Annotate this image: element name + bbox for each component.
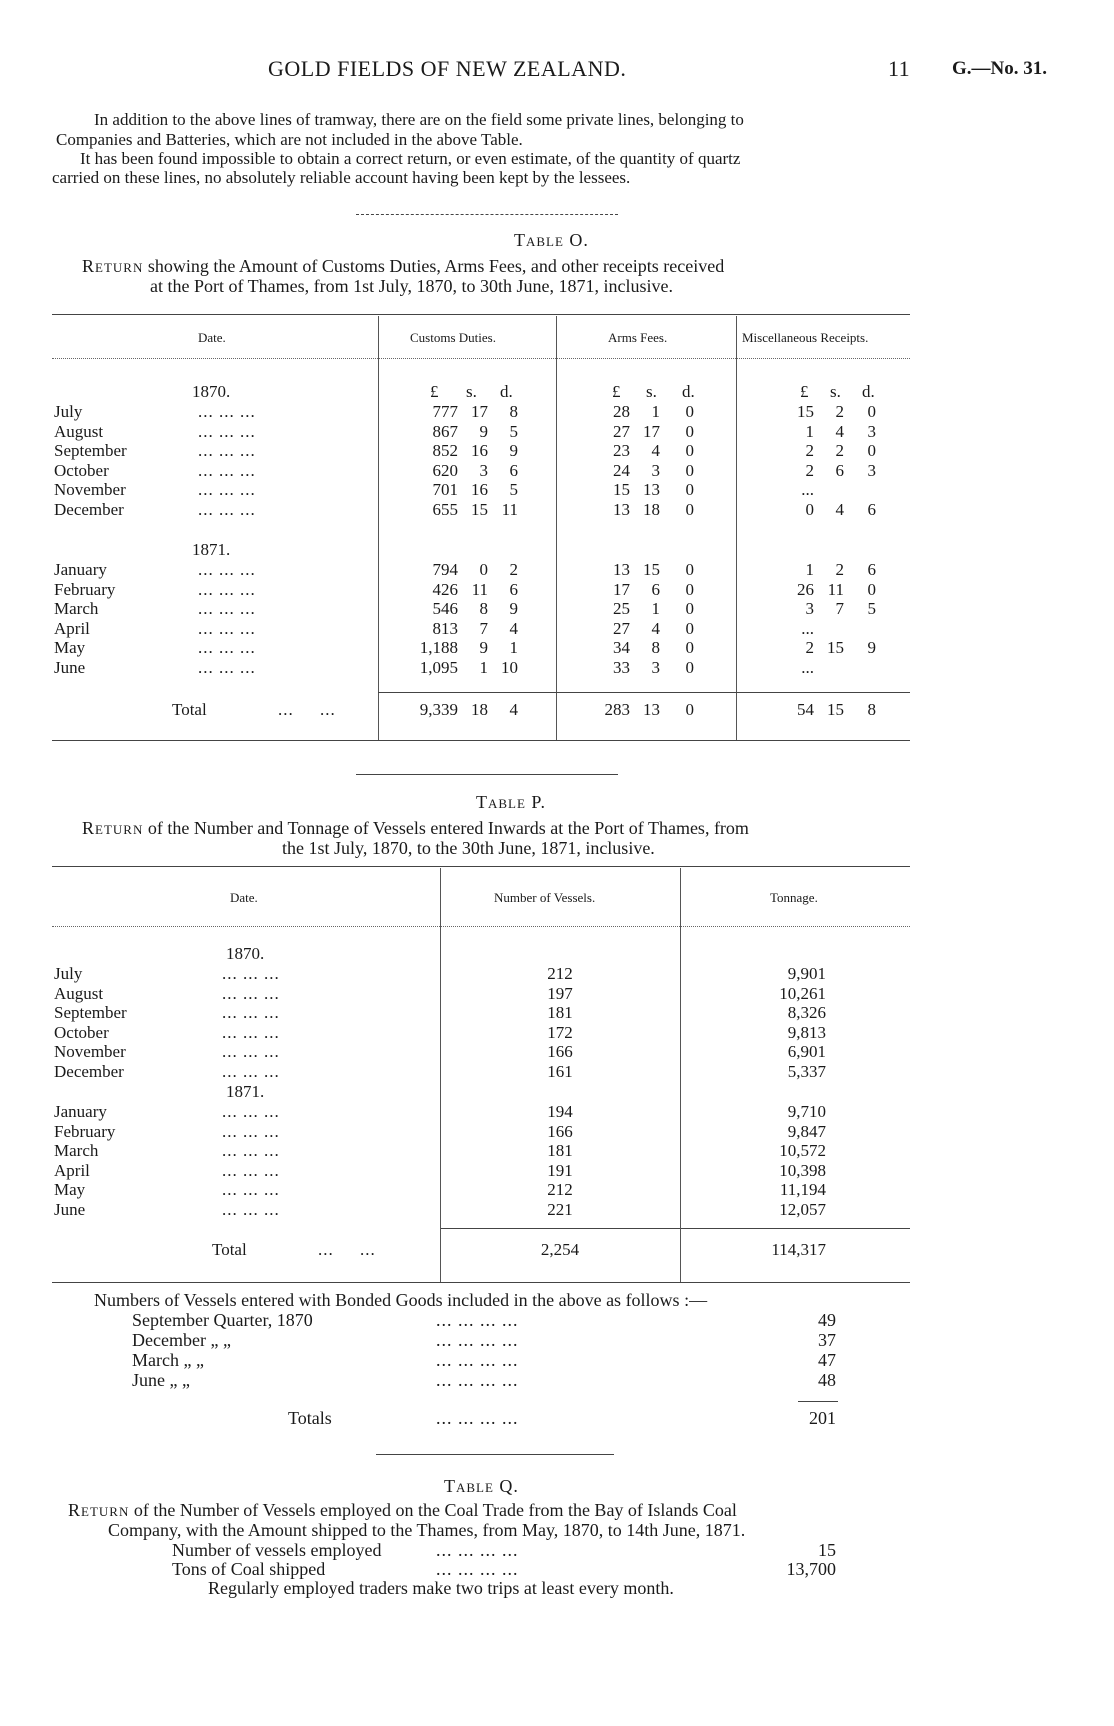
arms-shillings: 18: [643, 500, 660, 519]
arms-shillings: 6: [651, 579, 660, 599]
row-leader: ... ... ...: [198, 560, 256, 579]
customs-shillings: 9: [479, 638, 488, 658]
arms-pounds: 23: [613, 441, 630, 461]
vessel-count: 166: [547, 1042, 573, 1062]
customs-shillings: 15: [471, 500, 488, 519]
q-row-value: 15: [818, 1540, 836, 1560]
bonded-row-value: 37: [818, 1330, 836, 1350]
table-row-month: August: [54, 421, 104, 441]
customs-pounds: 1,095: [419, 658, 458, 677]
tonnage-value: 9,710: [787, 1102, 826, 1121]
misc-pence: 6: [867, 560, 876, 579]
misc-pounds: ...: [801, 480, 814, 500]
table-rule: [52, 358, 910, 359]
table-row-month: November: [54, 1042, 126, 1062]
misc-pounds: 15: [797, 402, 814, 421]
arms-pence: 0: [685, 402, 694, 421]
customs-pounds: 620: [432, 460, 458, 480]
tonnage-value: 10,261: [779, 983, 826, 1003]
section-divider: [376, 1454, 614, 1455]
total-customs-shillings: 18: [471, 700, 488, 719]
table-caption: Table Q.: [444, 1476, 519, 1496]
tonnage-value: 6,901: [787, 1042, 826, 1062]
customs-pence: 10: [501, 658, 518, 677]
arms-pounds: 24: [613, 460, 630, 480]
arms-pence: 0: [685, 560, 694, 579]
column-rule: [440, 868, 441, 1282]
table-rule: [52, 1282, 910, 1283]
section-divider: [356, 774, 618, 775]
table-title: [82, 818, 749, 838]
intro-line: carried on these lines, no absolutely reliable account having been kept by the lessees.: [52, 168, 631, 187]
row-leader: ... ... ...: [222, 1121, 280, 1141]
misc-shillings: 7: [835, 599, 844, 619]
arms-pence: 0: [685, 421, 694, 441]
row-leader: ... ... ...: [198, 658, 256, 677]
arms-pounds: 27: [613, 618, 630, 638]
section-divider: [356, 214, 618, 215]
total-arms-pence: 0: [685, 700, 694, 719]
row-leader: ... ... ...: [222, 1022, 280, 1042]
row-leader: ... ... ...: [198, 618, 256, 638]
row-leader: ... ... ...: [222, 964, 280, 983]
table-title: [82, 256, 724, 276]
column-header-arms: Arms Fees.: [608, 330, 668, 345]
row-leader: ... ... ...: [198, 638, 256, 658]
row-leader: ... ... ...: [198, 599, 256, 619]
table-row-month: October: [54, 460, 109, 480]
table-row-month: August: [54, 983, 104, 1003]
table-title-line2: at the Port of Thames, from 1st July, 1870, to 30th June, 1871, inclusive.: [150, 276, 673, 296]
row-leader: ... ... ...: [198, 480, 256, 500]
page-title: GOLD FIELDS OF NEW ZEALAND.: [268, 56, 627, 81]
misc-pounds: ...: [801, 618, 814, 638]
misc-pence: 5: [867, 599, 876, 619]
customs-pounds: 655: [432, 500, 458, 519]
table-row-month: April: [54, 1160, 90, 1180]
vessel-count: 191: [547, 1160, 573, 1180]
row-leader: ... ... ...: [222, 1160, 280, 1180]
arms-pence: 0: [685, 618, 694, 638]
customs-shillings: 1: [479, 658, 488, 677]
arms-pounds: 17: [613, 579, 630, 599]
vessel-count: 197: [547, 983, 573, 1003]
tonnage-value: 5,337: [787, 1062, 826, 1081]
arms-pence: 0: [685, 579, 694, 599]
table-row-month: April: [54, 618, 90, 638]
total-customs-pounds: 9,339: [419, 700, 458, 719]
bonded-row-value: 49: [818, 1310, 836, 1330]
misc-pounds: 2: [805, 638, 814, 658]
customs-pence: 8: [509, 402, 518, 421]
misc-shillings: 4: [835, 421, 844, 441]
q-row-value: 13,700: [786, 1559, 836, 1579]
table-row-month: January: [54, 560, 107, 579]
total-misc-pounds: 54: [797, 700, 814, 719]
vessel-count: 221: [547, 1200, 573, 1219]
row-leader: ... ...: [318, 1240, 376, 1259]
customs-shillings: 0: [479, 560, 488, 579]
misc-pence: 9: [867, 638, 876, 658]
vessel-count: 161: [547, 1062, 573, 1081]
total-label: Total: [212, 1240, 247, 1259]
page-number: 11: [888, 56, 911, 81]
customs-shillings: 11: [471, 579, 488, 599]
vessel-count: 194: [547, 1102, 573, 1121]
row-leader: ... ... ...: [198, 441, 256, 461]
row-leader: ... ... ... ...: [436, 1408, 519, 1428]
table-title-line2: the 1st July, 1870, to the 30th June, 1871, inclusive.: [282, 838, 655, 858]
table-title-line2: Company, with the Amount shipped to the Thames, from May, 1870, to 14th June, 1871.: [108, 1520, 746, 1540]
total-vessels: 2,254: [540, 1240, 580, 1259]
arms-pence: 0: [685, 638, 694, 658]
table-title-text: of the Number of Vessels employed on the Coal Trade from the Bay of Islands Coal: [129, 1500, 737, 1520]
row-leader: ... ... ...: [222, 1180, 280, 1200]
misc-pence: 3: [867, 460, 876, 480]
unit-header: £: [612, 382, 621, 401]
row-leader: ... ... ...: [198, 402, 256, 421]
arms-pounds: 13: [613, 560, 630, 579]
customs-pence: 6: [509, 579, 518, 599]
misc-pence: 6: [867, 500, 876, 519]
misc-shillings: 2: [835, 402, 844, 421]
year-label: 1870.: [226, 944, 265, 963]
tonnage-value: 11,194: [779, 1180, 826, 1200]
misc-pounds: 1: [805, 421, 814, 441]
column-rule: [556, 316, 557, 740]
misc-pounds: 2: [805, 460, 814, 480]
row-leader: ... ... ... ...: [436, 1559, 519, 1579]
misc-shillings: 15: [827, 638, 844, 658]
unit-header: d.: [500, 382, 513, 401]
column-header-date: Date.: [230, 890, 258, 905]
customs-pounds: 546: [432, 599, 458, 619]
table-title-lead: Return: [68, 1500, 130, 1520]
arms-shillings: 3: [651, 658, 660, 677]
table-title-lead: Return: [82, 818, 144, 838]
customs-pounds: 813: [432, 618, 458, 638]
unit-header: s.: [646, 382, 657, 401]
arms-pence: 0: [685, 658, 694, 677]
bonded-totals-value: 201: [809, 1408, 836, 1428]
column-header-tonnage: Tonnage.: [770, 890, 818, 905]
vessel-count: 181: [547, 1003, 573, 1023]
bonded-row-value: 48: [818, 1370, 836, 1390]
row-leader: ... ... ... ...: [436, 1350, 519, 1370]
misc-pounds: 26: [797, 579, 814, 599]
row-leader: ... ... ...: [198, 500, 256, 519]
row-leader: ... ... ...: [222, 1003, 280, 1023]
customs-pounds: 794: [432, 560, 458, 579]
misc-pence: 3: [867, 421, 876, 441]
intro-line: Companies and Batteries, which are not included in the above Table.: [56, 130, 523, 149]
column-header-date: Date.: [198, 330, 226, 345]
arms-pence: 0: [685, 500, 694, 519]
table-row-month: July: [54, 402, 83, 421]
misc-pounds: ...: [801, 658, 814, 677]
table-row-month: March: [54, 1141, 99, 1161]
row-leader: ... ... ...: [222, 983, 280, 1003]
table-row-month: February: [54, 579, 116, 599]
arms-pounds: 28: [613, 402, 630, 421]
row-leader: ... ... ...: [222, 1141, 280, 1161]
column-rule: [680, 868, 681, 1282]
arms-pounds: 13: [613, 500, 630, 519]
misc-shillings: 2: [835, 560, 844, 579]
column-rule: [378, 316, 379, 740]
unit-header: s.: [830, 382, 841, 401]
year-label: 1871.: [226, 1082, 265, 1101]
column-header-vessels: Number of Vessels.: [494, 890, 596, 905]
row-leader: ... ... ...: [222, 1102, 280, 1121]
arms-shillings: 15: [643, 560, 660, 579]
customs-pounds: 701: [432, 480, 458, 500]
table-row-month: February: [54, 1121, 116, 1141]
table-title-text: showing the Amount of Customs Duties, Arms Fees, and other receipts received: [143, 256, 725, 276]
unit-header: £: [800, 382, 809, 401]
misc-pence: 0: [867, 441, 876, 461]
customs-pence: 1: [509, 638, 518, 658]
customs-pence: 5: [509, 421, 518, 441]
customs-shillings: 8: [479, 599, 488, 619]
table-title-text: of the Number and Tonnage of Vessels entered Inwards at the Port of Thames, from: [143, 818, 749, 838]
tonnage-value: 9,813: [787, 1022, 826, 1042]
row-leader: ... ... ... ...: [436, 1330, 519, 1350]
table-rule: [52, 740, 910, 741]
bonded-row-label: September Quarter, 1870: [132, 1310, 313, 1330]
total-arms-shillings: 13: [643, 700, 660, 719]
arms-shillings: 1: [651, 402, 660, 421]
table-row-month: December: [54, 500, 124, 519]
arms-shillings: 17: [643, 421, 660, 441]
customs-pounds: 426: [432, 579, 458, 599]
arms-pounds: 27: [613, 421, 630, 441]
table-row-month: May: [54, 638, 86, 658]
bonded-intro: Numbers of Vessels entered with Bonded Goods included in the above as follows :—: [94, 1290, 708, 1310]
column-header-customs: Customs Duties.: [410, 330, 496, 345]
misc-pence: 0: [867, 579, 876, 599]
customs-pence: 9: [509, 599, 518, 619]
table-caption: Table O.: [514, 230, 589, 250]
table-row-month: May: [54, 1180, 86, 1200]
misc-pounds: 2: [805, 441, 814, 461]
misc-shillings: 2: [835, 441, 844, 461]
misc-shillings: 11: [827, 579, 844, 599]
vessel-count: 166: [547, 1121, 573, 1141]
table-row-month: June: [54, 1200, 86, 1219]
misc-pounds: 3: [805, 599, 814, 619]
arms-shillings: 4: [651, 441, 660, 461]
arms-pence: 0: [685, 460, 694, 480]
row-leader: ... ... ...: [198, 460, 256, 480]
table-rule: [52, 866, 910, 867]
customs-pounds: 852: [432, 441, 458, 461]
arms-pence: 0: [685, 599, 694, 619]
customs-pounds: 867: [432, 421, 458, 441]
arms-shillings: 3: [651, 460, 660, 480]
row-leader: ... ... ... ...: [436, 1310, 519, 1330]
table-note: Regularly employed traders make two trips at least every month.: [208, 1578, 674, 1598]
table-row-month: September: [54, 1003, 127, 1023]
bonded-row-label: December „ „: [132, 1330, 231, 1350]
arms-pounds: 25: [613, 599, 630, 619]
year-label: 1871.: [192, 540, 231, 559]
customs-pence: 2: [509, 560, 518, 579]
total-customs-pence: 4: [509, 700, 518, 719]
row-leader: ... ... ...: [198, 421, 256, 441]
arms-shillings: 4: [651, 618, 660, 638]
arms-shillings: 1: [651, 599, 660, 619]
table-row-month: June: [54, 658, 86, 677]
customs-pounds: 1,188: [419, 638, 458, 658]
bonded-row-label: March „ „: [132, 1350, 204, 1370]
table-row-month: January: [54, 1102, 107, 1121]
arms-pounds: 15: [613, 480, 630, 500]
misc-pounds: 0: [805, 500, 814, 519]
arms-shillings: 8: [651, 638, 660, 658]
row-leader: ... ... ... ...: [436, 1370, 519, 1390]
column-rule: [736, 316, 737, 740]
table-rule: [52, 314, 910, 315]
column-header-misc: Miscellaneous Receipts.: [742, 330, 869, 345]
customs-pence: 9: [509, 441, 518, 461]
table-row-month: November: [54, 480, 126, 500]
row-leader: ... ... ...: [198, 579, 256, 599]
misc-shillings: 4: [835, 500, 844, 519]
unit-header: d.: [682, 382, 695, 401]
table-row-month: July: [54, 964, 83, 983]
arms-pence: 0: [685, 480, 694, 500]
customs-pence: 11: [501, 500, 518, 519]
table-title-lead: Return: [82, 256, 144, 276]
vessel-count: 181: [547, 1141, 573, 1161]
customs-shillings: 16: [471, 441, 488, 461]
arms-shillings: 13: [643, 480, 660, 500]
customs-pence: 4: [509, 618, 518, 638]
row-leader: ... ... ...: [222, 1200, 280, 1219]
customs-shillings: 7: [479, 618, 488, 638]
q-row-label: Tons of Coal shipped: [172, 1559, 326, 1579]
tonnage-value: 10,572: [779, 1141, 826, 1161]
customs-pence: 5: [509, 480, 518, 500]
tonnage-value: 10,398: [779, 1160, 826, 1180]
table-row-month: October: [54, 1022, 109, 1042]
misc-pounds: 1: [805, 560, 814, 579]
total-rule: [378, 692, 910, 693]
total-rule: [440, 1228, 910, 1229]
customs-pounds: 777: [432, 402, 458, 421]
tonnage-value: 8,326: [787, 1003, 826, 1023]
table-caption: Table P.: [476, 792, 546, 812]
customs-shillings: 3: [479, 460, 488, 480]
arms-pence: 0: [685, 441, 694, 461]
table-row-month: September: [54, 441, 127, 461]
tonnage-value: 9,901: [787, 964, 826, 983]
total-arms-pounds: 283: [604, 700, 630, 719]
table-row-month: December: [54, 1062, 124, 1081]
customs-shillings: 9: [479, 421, 488, 441]
document-reference: G.—No. 31.: [952, 58, 1047, 79]
arms-pounds: 34: [613, 638, 630, 658]
misc-shillings: 6: [835, 460, 844, 480]
vessel-count: 172: [547, 1022, 573, 1042]
row-leader: ... ... ... ...: [436, 1540, 519, 1560]
row-leader: ... ...: [278, 700, 336, 719]
intro-line: In addition to the above lines of tramway, there are on the field some private lines, belonging to: [94, 110, 744, 129]
intro-line: It has been found impossible to obtain a correct return, or even estimate, of the quantity of quartz: [80, 149, 741, 168]
total-tonnage: 114,317: [771, 1240, 826, 1259]
customs-shillings: 17: [471, 402, 488, 421]
vessel-count: 212: [547, 964, 573, 983]
customs-pence: 6: [509, 460, 518, 480]
total-misc-pence: 8: [867, 700, 876, 719]
customs-shillings: 16: [471, 480, 488, 500]
total-misc-shillings: 15: [827, 700, 844, 719]
unit-header: d.: [862, 382, 875, 401]
arms-pounds: 33: [613, 658, 630, 677]
row-leader: ... ... ...: [222, 1042, 280, 1062]
misc-pence: 0: [867, 402, 876, 421]
table-row-month: March: [54, 599, 99, 619]
tonnage-value: 9,847: [787, 1121, 826, 1141]
tonnage-value: 12,057: [779, 1200, 826, 1219]
bonded-totals-label: Totals: [288, 1408, 332, 1428]
sum-rule: [798, 1401, 838, 1402]
unit-header: £: [430, 382, 439, 401]
vessel-count: 212: [547, 1180, 573, 1200]
row-leader: ... ... ...: [222, 1062, 280, 1081]
bonded-row-label: June „ „: [132, 1370, 190, 1390]
bonded-row-value: 47: [818, 1350, 836, 1370]
year-label: 1870.: [192, 382, 231, 401]
total-label: Total: [172, 700, 207, 719]
unit-header: s.: [466, 382, 477, 401]
q-row-label: Number of vessels employed: [172, 1540, 382, 1560]
table-rule: [52, 926, 910, 927]
table-title: [68, 1500, 737, 1520]
